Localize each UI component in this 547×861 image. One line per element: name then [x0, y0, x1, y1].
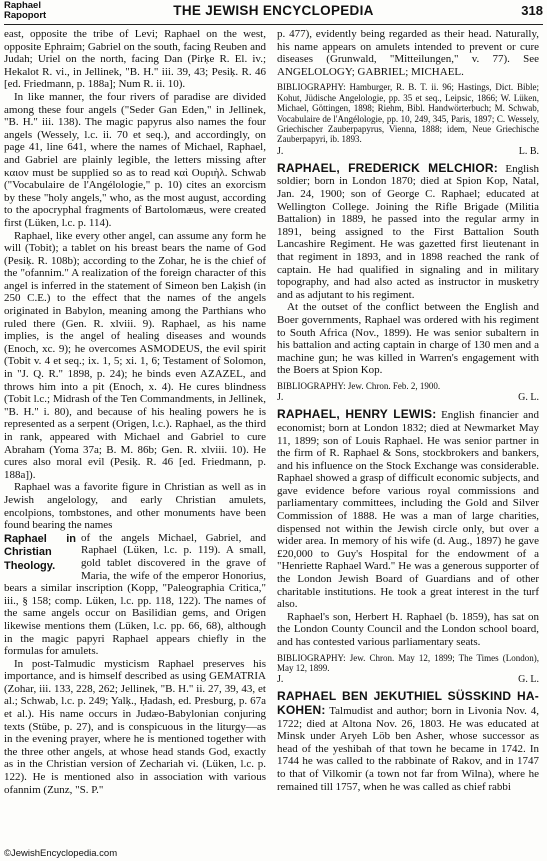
paragraph: Raphael was a favorite figure in Christian as well as in Jewish angelology, and early Christian amulets, encolpions, tombstones, and other monuments have been found bearing the names	[4, 481, 266, 532]
paragraph: Raphael, like every other angel, can assume any form he will (Tobit); a tablet on his breast bears the name of God (Pesiḳ. R. 108b); according to the Zohar, he is the chief of the "ofannim." A realization of the foreign character of this angel is inferred in the statement of Simeon ben Laḳish (in 250 C.E.) to the effect that the names of the angels originated in Babylon, meaning among the Parthians who ruled there (Gen. R. xlviii. 9). Raphael, as his name implies, is the angel of healing diseases and wounds (Enoch, xc. 9); he overcomes ASMODEUS, the evil spirit (Tobit v. 4 et seq.; ix. 1, 5; xi. 1, 6; Testament of Solomon, in "J. Q. R." 1898, p. 24); he binds even AZAZEL, and throws him into a pit (Enoch, x. 4). He cures blindness (Tobit l.c.; Midrash of the Ten Commandments, in Jellinek, "B. H." i. 80), and because of his healing powers he is represented as a serpent (Origen, l.c.). Raphael, as the third in rank, appeared with Michael and Gabriel to cure Abraham (Yoma 37a; B. M. 86b; Gen. R. xlviii. 10). He cures also moral evil (Pesiḳ. R. 46 [ed. Friedmann, p. 188a]).	[4, 229, 266, 481]
paragraph: east, opposite the tribe of Levi; Raphael on the west, opposite Ephraim; Gabriel on the south, facing Reuben and Judah; Uriel on the north, facing Dan (Pirḳe R. El. iv.; Hekalot R. vi., in Jellinek, "B. H." iii. 39, 43; Pesiḳ. R. 46 [ed. Friedmann, p. 188a]; Num R. ii. 10).	[4, 28, 266, 91]
author-signature	[277, 146, 539, 158]
bibliography: BIBLIOGRAPHY: Jew. Chron. Feb. 2, 1900.	[277, 380, 441, 391]
article-entry	[277, 690, 539, 793]
paragraph: In like manner, the four rivers of paradise are divided among these four angels ("Seder Gan Eden," in Jellinek, "B. H." iii. 138). The magic papyrus also names the four angels (Wessely, l.c. ii. 70 et seq.), and accordingly, on page 41, line 641, where the names of Michael, Raphael, and Gabriel are plainly legible, the letters missing after καιον must be supplied so as to read καὶ Ουριὴλ. Schwab ("Vocabulaire de l'Angélologie," p. 10) cites an exorcism by these "holy angels," who, as the most august, according to the apocryphal fragments of Bartolomæus, were created first (Lüken, l.c. p. 114).	[4, 90, 266, 229]
catchword-last: Rapoport	[4, 10, 47, 21]
right-column	[277, 28, 539, 793]
bibliography: BIBLIOGRAPHY: Jew. Chron. May 12, 1899; The Times (London), May 12, 1899.	[277, 652, 539, 673]
author-signature	[277, 392, 539, 404]
article-body: Talmudist and author; born in Livonia Nov. 4, 1722; died at Altona Nov. 26, 1803. He was educated at Minsk under Aryeh Löb ben Asher, whose successor as head of the yeshibah of that town he became in 1742. In 1744 he was called to the rabbinate of Rakov, and in 1747 to that of Vilkomir (a town not far from Wilna), where he remained till 1757, when he was called as chief rabbi	[277, 705, 539, 793]
article-heading: RAPHAEL, FREDERICK MELCHIOR:	[277, 160, 498, 175]
page-title: THE JEWISH ENCYCLOPEDIA	[173, 3, 374, 18]
article-entry	[277, 408, 539, 611]
paragraph: of the angels Michael, Gabriel, and Raphael (Lüken, l.c. p. 119). A small, gold tablet discovered in the grave of Maria, the wife of the emperor Honorius, bears a similar inscription (Kopp, "Paleographia Critica," iii., § 158; comp. Lüken, l.c. pp. 118, 122). The names of the same angels occur on Basilidian gems, and Origen likewise mentions them (Lüken, l.c. pp. 66, 68), although in the magic papyri Raphael appears chiefly in the formulas for amulets.	[4, 531, 266, 658]
author-signature	[277, 674, 539, 686]
paragraph: In post-Talmudic mysticism Raphael preserves his importance, and is himself described as using GEMATRIA (Zohar, iii. 133, 228, 262; Jellinek, "B. H." ii. 27, 39, 43, et al.; Schwab, l.c. p. 249; Yalḳ., Ḥadash, ed. Presburg, p. 67a et al.). His name occurs in Judæo-Babylonian conjuring texts (Stübe, p. 27), and is conspicuous in the liturgy—as in the evening prayer, where he is mentioned together with the three other angels, at whose head stands God, exactly as in the Christian version of Zechariah vi. (Lüken, l.c. p. 122). He is mentioned also in association with various ofannim (Zunz, "S. P."	[4, 657, 266, 796]
signature-left: J.	[277, 145, 284, 157]
bibliography: BIBLIOGRAPHY: Hamburger, R. B. T. ii. 96; Hastings, Dict. Bible; Kohut, Jüdische Angelologie, pp. 35 et seq., Leipsic, 1866; W. Lüken, Michael, Göttingen, 1898; Riehm, Bibl. Handwörterbuch; M. Schwab, Vocabulaire de l'Angélologie, pp. 10, 249, 345, Paris, 1897; C. Wessely, Griechischer Zauberpapyrus, Vienna, 1888; idem, Neue Griechische Zauberpapyri, ib. 1893.	[277, 82, 539, 145]
page-number: 318	[521, 3, 543, 18]
article-heading: RAPHAEL BEN JEKUTHIEL SÜSSKIND HA-KOHEN:	[277, 689, 539, 717]
signature-left: J.	[277, 392, 284, 404]
marginal-heading: Raphael in Christian Theology.	[4, 532, 76, 572]
paragraph: Raphael's son, Herbert H. Raphael (b. 1859), has sat on the London County Council and the London school board, and has contested various parliamentary seats.	[277, 610, 539, 648]
signature-right: G. L.	[518, 392, 539, 404]
article-heading: RAPHAEL, HENRY LEWIS:	[277, 407, 437, 422]
article-body: English financier and economist; born at London 1832; died at Newmarket May 11, 1899; son of Louis Raphael. He was senior partner in the firm of R. Raphael & Sons, stockbrokers and bankers, and his influence on the Stock Exchange was considerable. Raphael showed a grasp of difficult economic subjects, and gave evidence before various royal commissions and parliamentary committees, including the Gold and Silver Commission of 1888. He was a man of large charities, dispensed not within the Jewish circle only, but over a wider area. In memory of his wife (d. Aug., 1897) he gave £20,000 to Guy's Hospital for the endowment of a "Henriette Raphael Ward." He was a generous supporter of the London Jewish Board of Guardians and of other charitable institutions. He took a great interest in the turf also.	[277, 409, 539, 611]
signature-right: G. L.	[518, 674, 539, 686]
paragraph: p. 477), evidently being regarded as their head. Naturally, his name appears on amulets intended to prevent or cure diseases (Grunwald, "Mitteilungen," v. 77). See ANGELOLOGY; GABRIEL; MICHAEL.	[277, 28, 539, 78]
signature-left: J.	[277, 674, 284, 686]
copyright-footer: ©JewishEncyclopedia.com	[4, 848, 118, 859]
left-column	[4, 28, 266, 796]
article-entry	[277, 162, 539, 302]
catchword-first: Raphael	[4, 0, 41, 11]
article-body: English soldier; born in London 1870; died at Spion Kop, Natal, Jan. 24, 1900; son of George C. Raphael; educated at Wellington College. Joining the Rifle Brigade (Militia Battalion) in 1889, he passed into the regular army in 1891, being assigned to the First Battalion South Lancashire Regiment. He was gazetted first lieutenant in that regiment in 1893, and in 1898 reached the rank of captain. He had qualified in signaling and in military topography, and had also acted as instructor in musketry and as adjutant to his regiment.	[277, 162, 539, 301]
paragraph: At the outset of the conflict between the English and Boer governments, Raphael was ordered with his regiment to South Africa (Nov., 1899). He was senior subaltern in his battalion and acting captain in charge of 130 men and a machine gun; he was killed in Warren's engagement with the Boers at Spion Kop.	[277, 301, 539, 377]
page-header	[4, 0, 543, 25]
signature-right: L. B.	[518, 145, 539, 157]
